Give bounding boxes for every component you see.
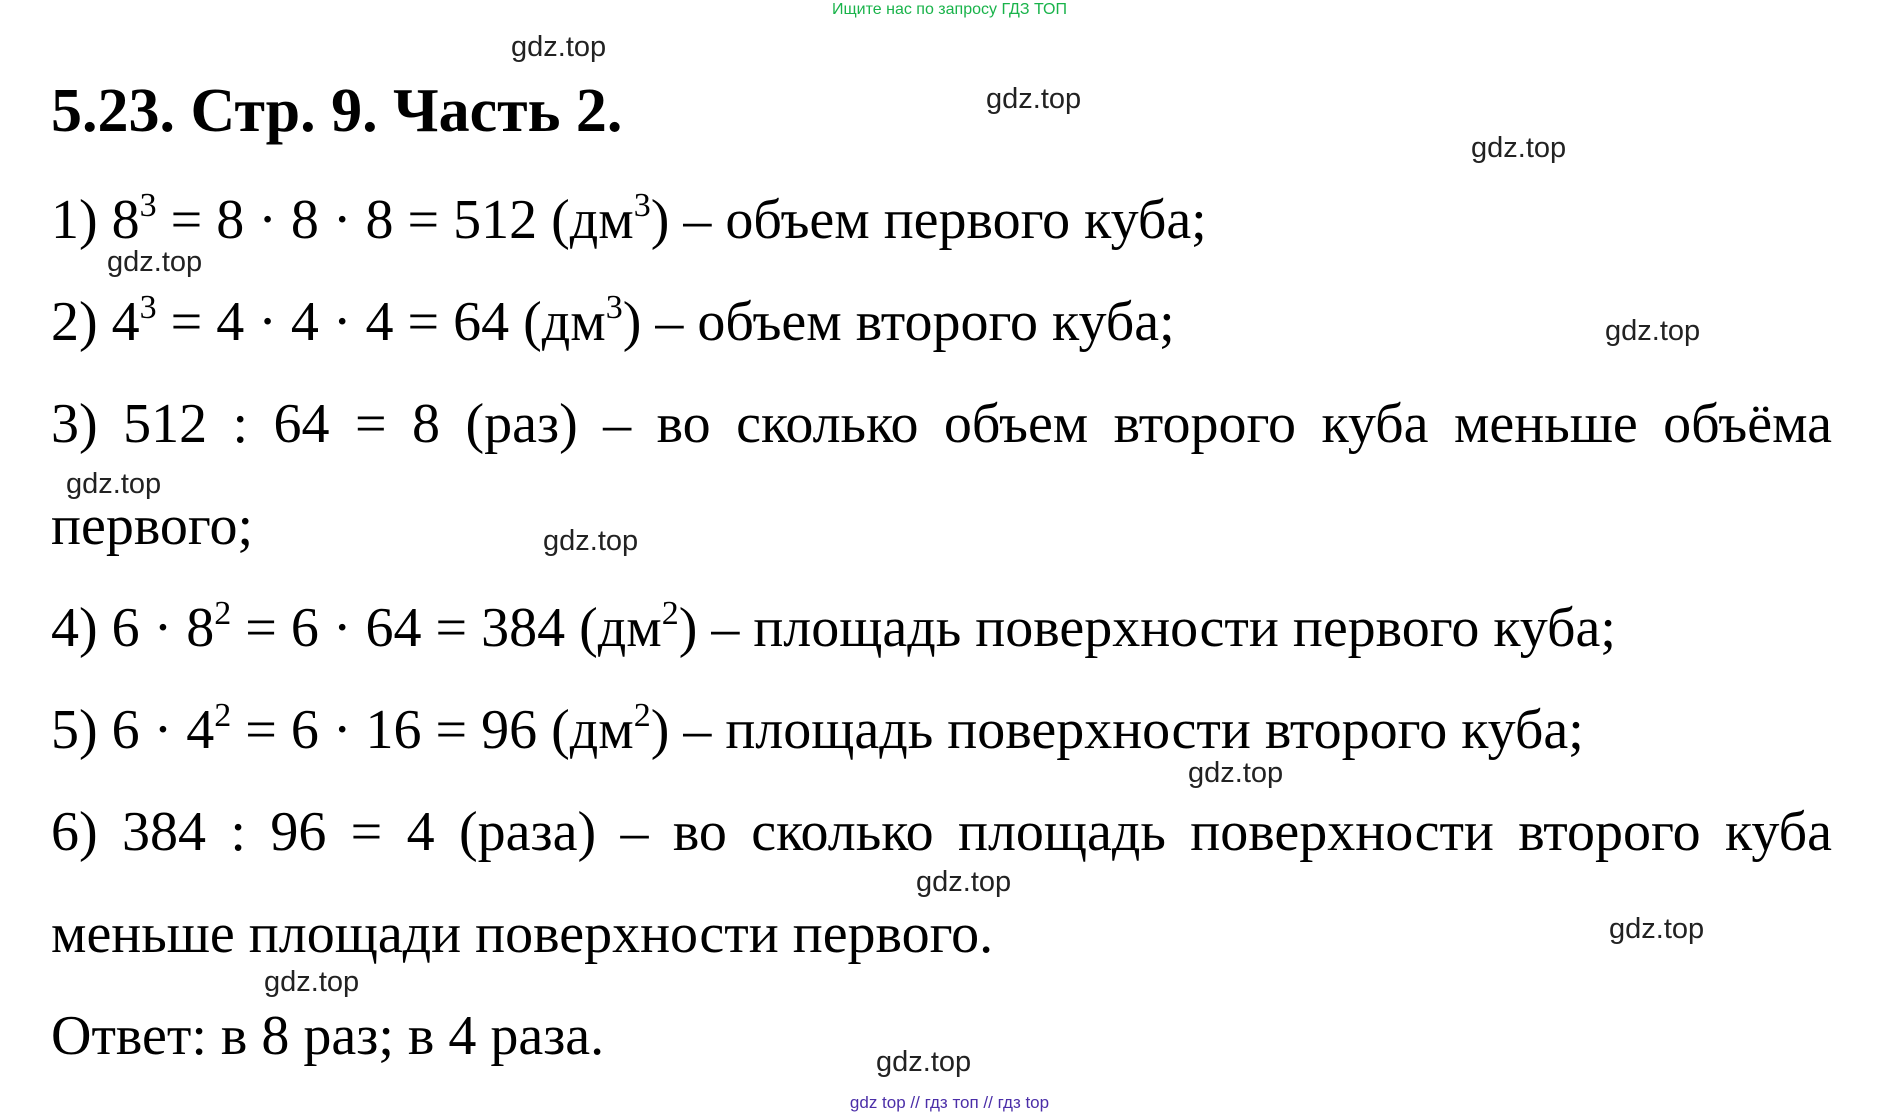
watermark: gdz.top	[66, 468, 162, 500]
line-5-part-b: = 6 · 16 = 96 (дм	[231, 699, 634, 761]
line-1-exponent: 3	[139, 187, 157, 224]
line-4-part-a: 4) 6 · 8	[51, 597, 215, 659]
watermark: gdz.top	[1471, 132, 1567, 164]
watermark: gdz.top	[916, 866, 1012, 898]
watermark: gdz.top	[1188, 757, 1284, 789]
solution-line-3-continued: первого;	[51, 495, 254, 557]
line-1-unit-exponent: 3	[633, 187, 651, 224]
page-title: 5.23. Стр. 9. Часть 2.	[51, 77, 623, 145]
line-4-unit-exponent: 2	[661, 595, 679, 632]
line-2-part-c: ) – объем второго куба;	[622, 291, 1175, 353]
line-4-exponent: 2	[214, 595, 232, 632]
line-5-part-a: 5) 6 · 4	[51, 699, 215, 761]
watermark: gdz.top	[986, 83, 1082, 115]
solution-line-6-continued: меньше площади поверхности первого.	[51, 903, 994, 965]
solution-line-4	[51, 595, 1616, 659]
solution-line-3: 3) 512 : 64 = 8 (раз) – во сколько объем второго куба меньше объёма	[51, 393, 1832, 455]
watermark: gdz.top	[511, 31, 607, 63]
line-2-exponent: 3	[139, 289, 157, 326]
solution-line-6: 6) 384 : 96 = 4 (раза) – во сколько площадь поверхности второго куба	[51, 801, 1832, 863]
line-1-part-b: = 8 · 8 · 8 = 512 (дм	[156, 189, 634, 251]
line-1-part-a: 1) 8	[51, 189, 140, 251]
watermark: gdz.top	[264, 966, 360, 998]
line-2-part-a: 2) 4	[51, 291, 140, 353]
line-5-part-c: ) – площадь поверхности второго куба;	[650, 699, 1584, 761]
line-5-exponent: 2	[214, 697, 232, 734]
line-2-part-b: = 4 · 4 · 4 = 64 (дм	[156, 291, 606, 353]
watermark: gdz.top	[543, 525, 639, 557]
watermark: gdz.top	[1605, 315, 1701, 347]
watermark: gdz.top	[107, 246, 203, 278]
line-4-part-b: = 6 · 64 = 384 (дм	[231, 597, 662, 659]
search-banner[interactable]: Ищите нас по запросу ГДЗ ТОП	[832, 1, 1067, 18]
footer-links[interactable]: gdz top // гдз топ // гдз top	[849, 1093, 1050, 1112]
solution-line-1	[51, 187, 1207, 251]
line-4-part-c: ) – площадь поверхности первого куба;	[678, 597, 1616, 659]
line-2-unit-exponent: 3	[605, 289, 623, 326]
line-5-unit-exponent: 2	[633, 697, 651, 734]
watermark: gdz.top	[1609, 913, 1705, 945]
solution-line-2	[51, 289, 1175, 353]
watermark: gdz.top	[876, 1046, 972, 1078]
line-1-part-c: ) – объем первого куба;	[650, 189, 1207, 251]
answer-line: Ответ: в 8 раз; в 4 раза.	[51, 1005, 605, 1067]
solution-line-5	[51, 697, 1584, 761]
